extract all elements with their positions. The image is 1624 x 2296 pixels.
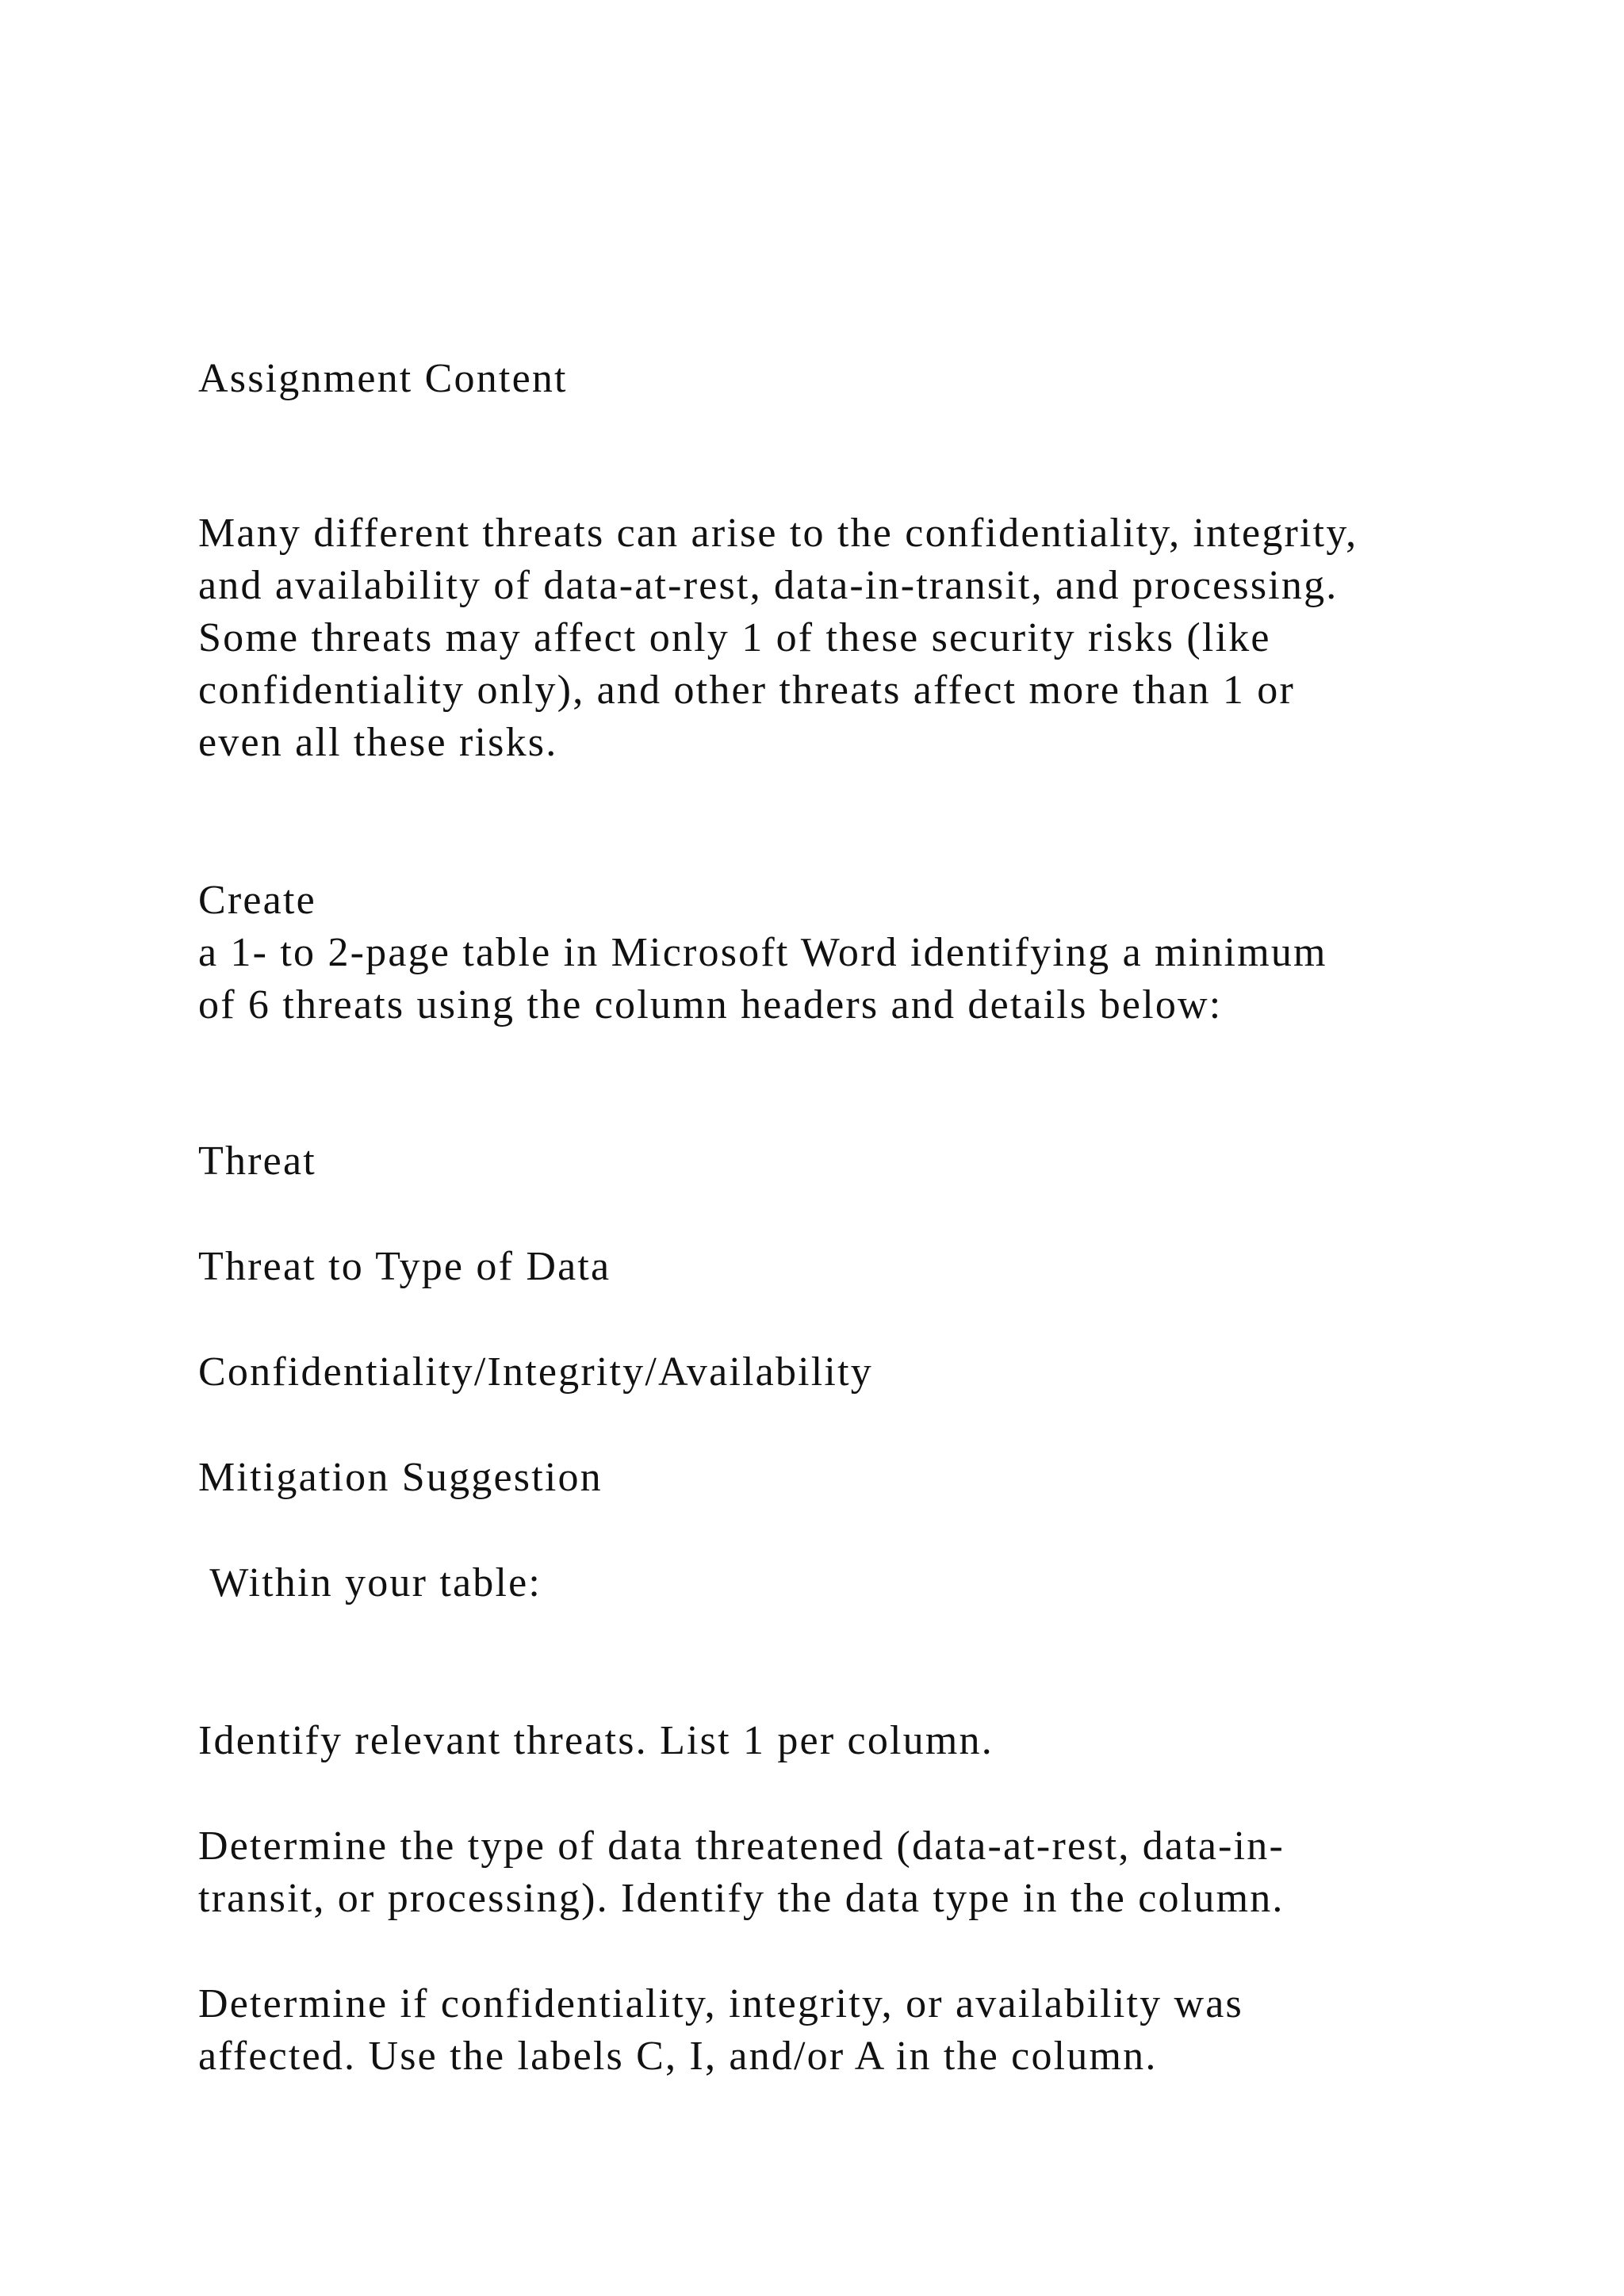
instruction-2-line-1: Determine the type of data threatened (data-at-rest, data-in- [198, 1823, 1285, 1869]
within-table-label: Within your table: [198, 1560, 542, 1605]
instruction-3-line-1: Determine if confidentiality, integrity, or availability was [198, 1981, 1243, 2026]
intro-line-4: confidentiality only), and other threats affect more than 1 or [198, 668, 1296, 713]
column-header-data-type: Threat to Type of Data [198, 1244, 611, 1289]
instruction-1-line-1: Identify relevant threats. List 1 per column. [198, 1718, 994, 1763]
column-header-threat: Threat [198, 1138, 316, 1184]
intro-line-1: Many different threats can arise to the confidentiality, integrity, [198, 511, 1358, 556]
column-header-cia: Confidentiality/Integrity/Availability [198, 1349, 873, 1395]
intro-line-3: Some threats may affect only 1 of these security risks (like [198, 615, 1271, 660]
intro-line-2: and availability of data-at-rest, data-in-transit, and processing. [198, 563, 1339, 608]
create-line-3: of 6 threats using the column headers and details below: [198, 982, 1223, 1027]
instruction-3-line-2: affected. Use the labels C, I, and/or A in the column. [198, 2034, 1158, 2079]
document-heading: Assignment Content [198, 356, 568, 401]
instruction-2-line-2: transit, or processing). Identify the data type in the column. [198, 1876, 1285, 1921]
column-header-mitigation: Mitigation Suggestion [198, 1455, 603, 1500]
create-line-2: a 1- to 2-page table in Microsoft Word identifying a minimum [198, 930, 1327, 975]
create-line-1: Create [198, 878, 316, 923]
intro-line-5: even all these risks. [198, 720, 558, 765]
